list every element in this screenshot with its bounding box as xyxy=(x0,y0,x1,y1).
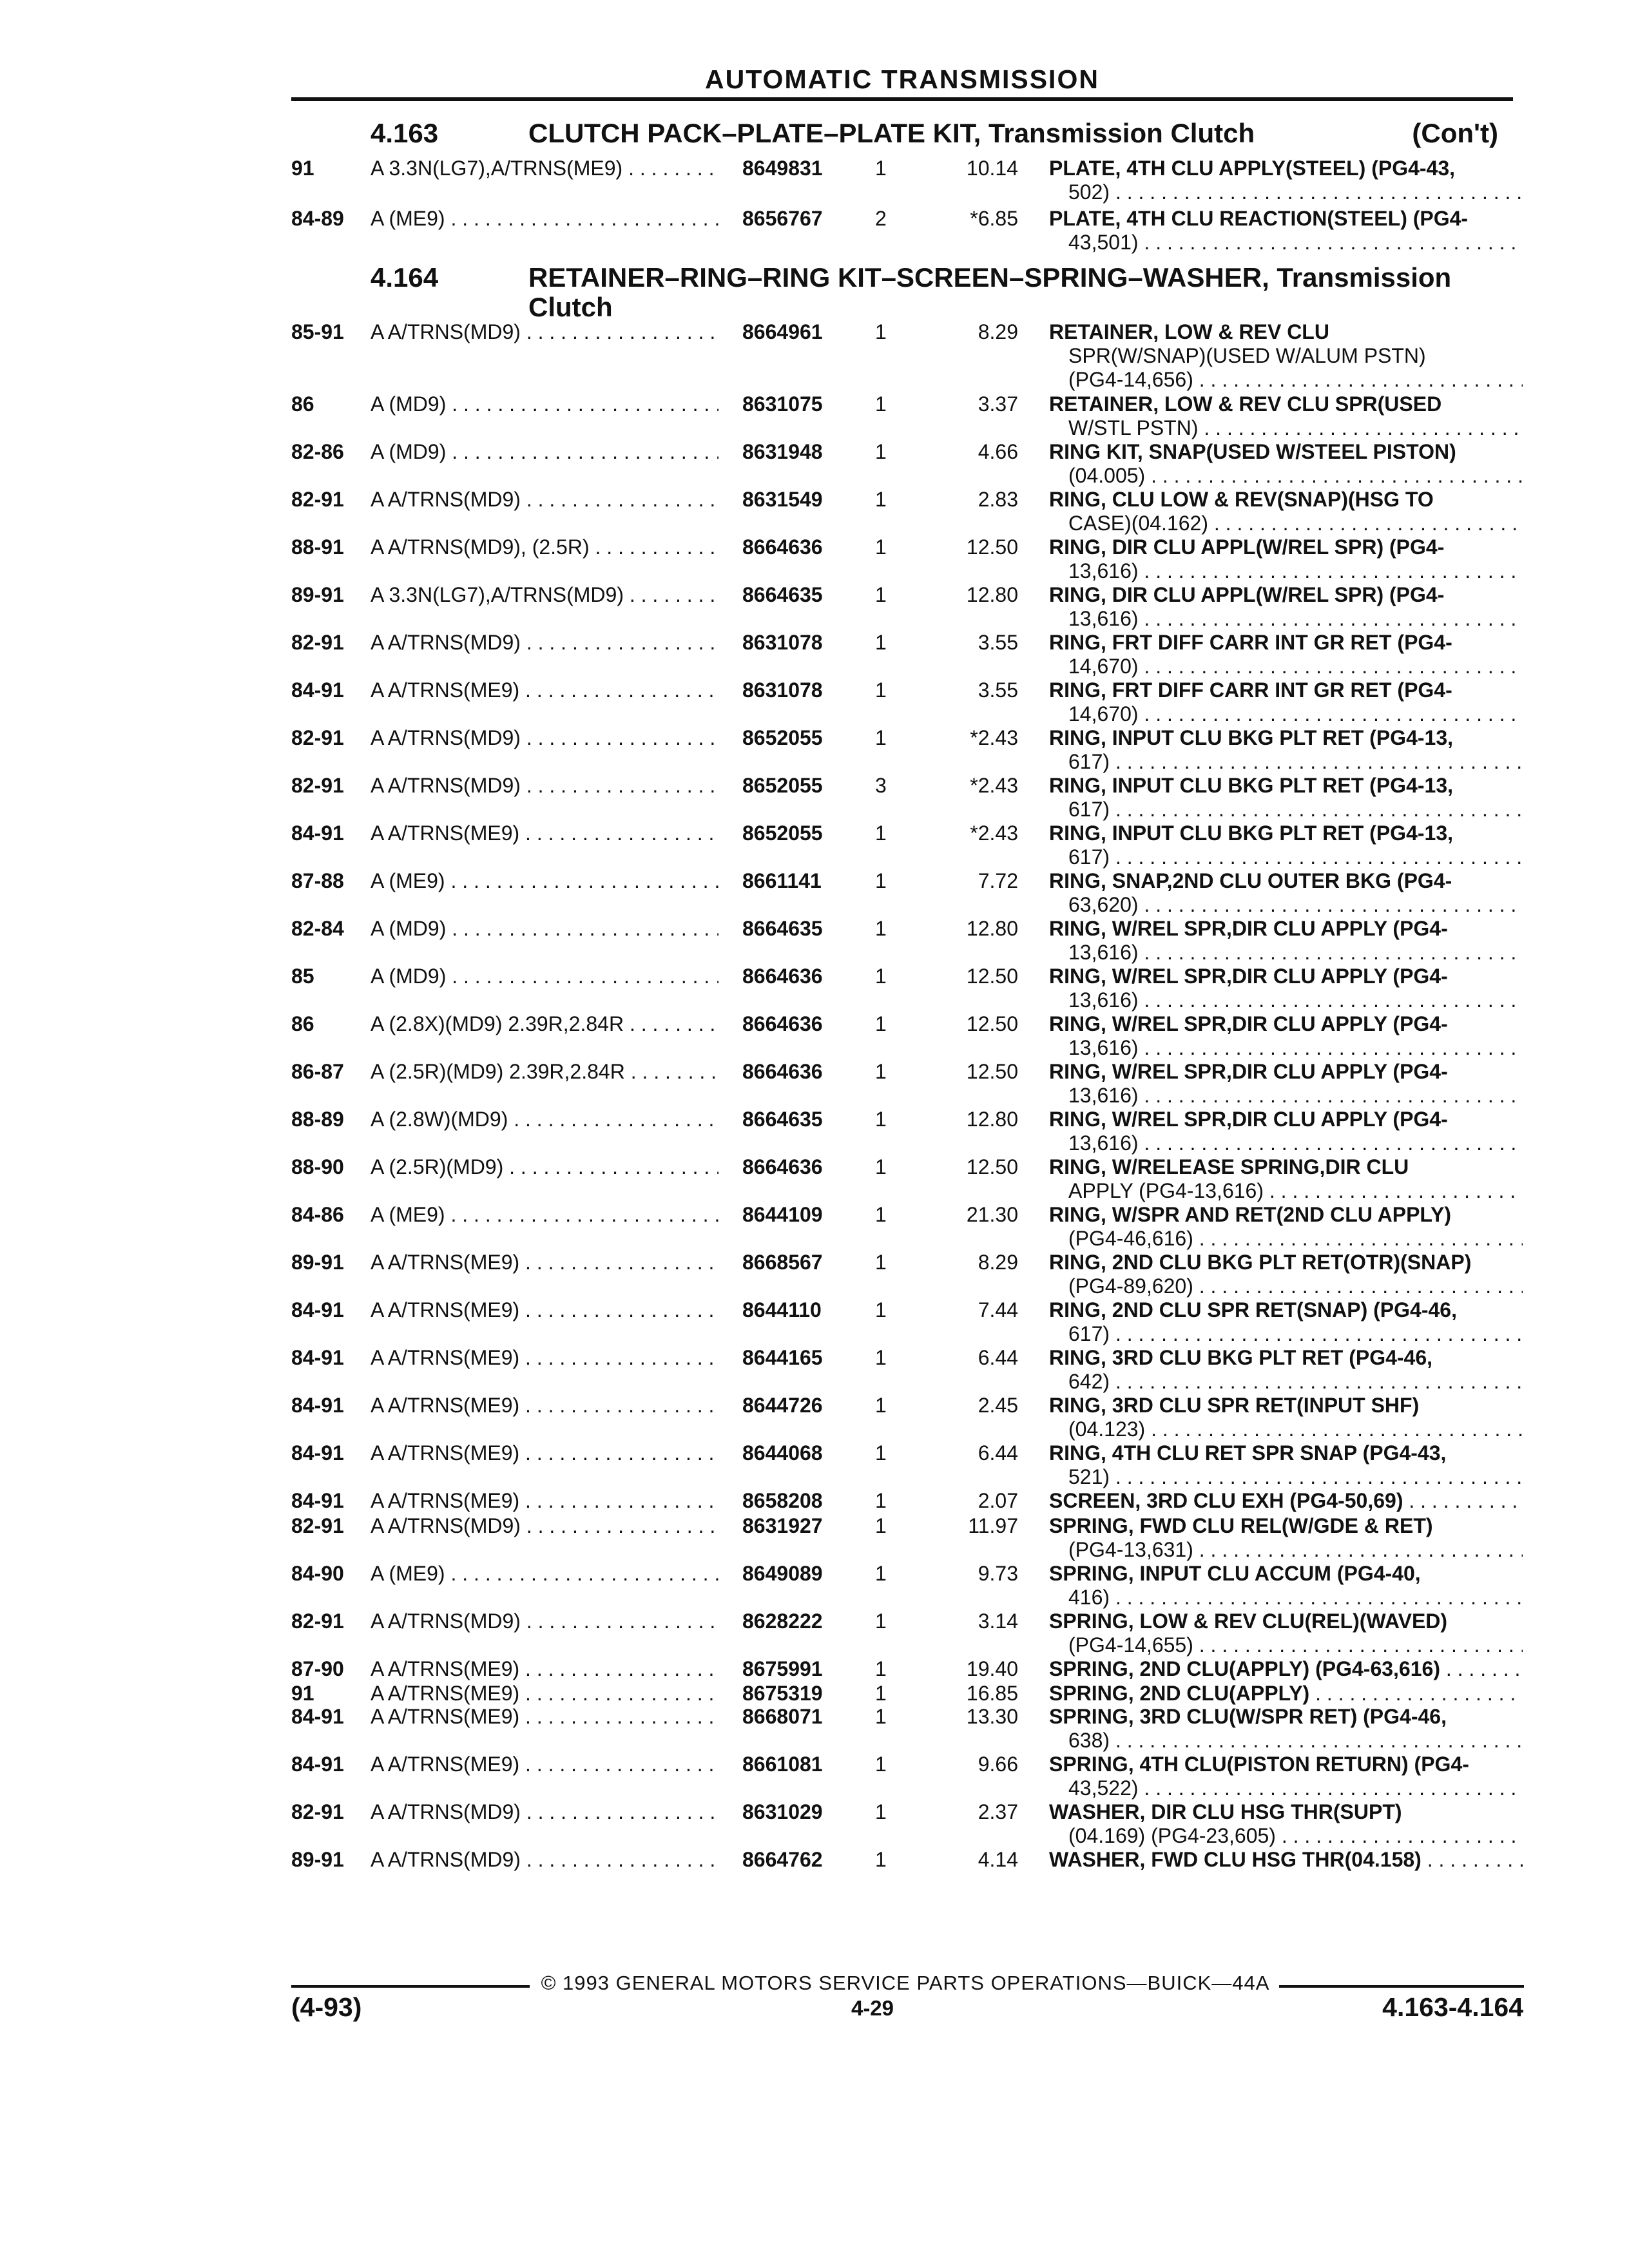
application: A A/TRNS(ME9) . . . xyxy=(371,1298,718,1322)
application: A A/TRNS(MD9) . . . xyxy=(371,1800,718,1824)
footer-section-range: 4.163-4.164 xyxy=(1382,1992,1523,2022)
model-year: 84-91 xyxy=(291,1705,344,1728)
quantity: 1 xyxy=(875,1203,887,1226)
description-continuation: APPLY (PG4-13,616) . . . xyxy=(1049,1179,1523,1203)
footer-page-number: 4-29 xyxy=(851,1996,894,2020)
part-number: 8664636 xyxy=(742,1060,823,1083)
description-line: RING, INPUT CLU BKG PLT RET (PG4-13, xyxy=(1049,822,1453,845)
quantity: 1 xyxy=(875,440,887,463)
price: 12.80 xyxy=(966,917,1018,940)
model-year: 87-90 xyxy=(291,1657,344,1680)
description-continuation: (PG4-14,656) . . . xyxy=(1049,368,1523,392)
description-continuation: 43,501) . . . xyxy=(1049,231,1523,255)
description xyxy=(1049,1394,1523,1441)
description xyxy=(1049,631,1523,678)
description xyxy=(1049,1514,1523,1562)
price: *2.43 xyxy=(970,774,1018,797)
description-line: RING, 2ND CLU SPR RET(SNAP) (PG4-46, xyxy=(1049,1298,1457,1321)
price: 21.30 xyxy=(966,1203,1018,1226)
part-number: 8644110 xyxy=(742,1298,822,1321)
section-number: 4.163 xyxy=(371,118,439,148)
model-year: 82-91 xyxy=(291,1514,344,1537)
application: A (ME9) . . . xyxy=(371,1203,718,1227)
quantity: 1 xyxy=(875,965,887,988)
description-continuation: 617) . . . xyxy=(1049,845,1523,869)
part-number: 8631075 xyxy=(742,392,823,416)
part-number: 8664636 xyxy=(742,965,823,988)
description-continuation: 13,616) . . . xyxy=(1049,1036,1523,1060)
price: 8.29 xyxy=(978,1251,1018,1274)
description-continuation: 14,670) . . . xyxy=(1049,702,1523,726)
model-year: 87-88 xyxy=(291,869,344,892)
price: 2.83 xyxy=(978,488,1018,511)
description-line: WASHER, FWD CLU HSG THR(04.158) . . . xyxy=(1049,1848,1523,1872)
part-number: 8661081 xyxy=(742,1753,823,1776)
price: 4.66 xyxy=(978,440,1018,463)
price: 2.37 xyxy=(978,1800,1018,1823)
header-rule xyxy=(291,97,1513,101)
part-number: 8652055 xyxy=(742,822,823,845)
quantity: 1 xyxy=(875,822,887,845)
description-line: RING, FRT DIFF CARR INT GR RET (PG4- xyxy=(1049,678,1452,702)
model-year: 82-91 xyxy=(291,1800,344,1823)
model-year: 82-84 xyxy=(291,917,344,940)
description-line: RING, W/REL SPR,DIR CLU APPLY (PG4- xyxy=(1049,1060,1448,1083)
quantity: 1 xyxy=(875,320,887,343)
application: A (ME9) . . . xyxy=(371,1562,718,1586)
description-line: RING, W/SPR AND RET(2ND CLU APPLY) xyxy=(1049,1203,1452,1226)
application: A A/TRNS(ME9) . . . xyxy=(371,1489,718,1513)
description-continuation: 13,616) . . . xyxy=(1049,559,1523,583)
quantity: 1 xyxy=(875,157,887,180)
description xyxy=(1049,1203,1523,1251)
description xyxy=(1049,1441,1523,1489)
description-line: PLATE, 4TH CLU REACTION(STEEL) (PG4- xyxy=(1049,207,1469,230)
description xyxy=(1049,822,1523,869)
model-year: 82-91 xyxy=(291,726,344,749)
application: A 3.3N(LG7),A/TRNS(ME9) . . . xyxy=(371,157,718,180)
price: 2.07 xyxy=(978,1489,1018,1512)
description-line: RING, SNAP,2ND CLU OUTER BKG (PG4- xyxy=(1049,869,1452,892)
application: A (ME9) . . . xyxy=(371,869,718,893)
part-number: 8668071 xyxy=(742,1705,823,1728)
price: 3.55 xyxy=(978,631,1018,654)
quantity: 1 xyxy=(875,1800,887,1823)
quantity: 1 xyxy=(875,1514,887,1537)
description xyxy=(1049,1562,1523,1610)
part-number: 8649831 xyxy=(742,157,823,180)
quantity: 1 xyxy=(875,1753,887,1776)
model-year: 82-86 xyxy=(291,440,344,463)
description-line: RING, DIR CLU APPL(W/REL SPR) (PG4- xyxy=(1049,535,1445,559)
part-number: 8664636 xyxy=(742,1155,823,1178)
description xyxy=(1049,583,1523,631)
part-number: 8668567 xyxy=(742,1251,823,1274)
description-line: SPRING, FWD CLU REL(W/GDE & RET) xyxy=(1049,1514,1433,1537)
part-number: 8661141 xyxy=(742,869,822,892)
part-number: 8652055 xyxy=(742,774,823,797)
application: A A/TRNS(ME9) . . . xyxy=(371,822,718,845)
description-continuation: 13,616) . . . xyxy=(1049,607,1523,631)
description-continuation: (04.005) . . . xyxy=(1049,464,1523,488)
quantity: 1 xyxy=(875,631,887,654)
model-year: 86 xyxy=(291,1012,314,1035)
description-continuation: 13,616) . . . xyxy=(1049,941,1523,965)
quantity: 1 xyxy=(875,1848,887,1871)
description-line: RETAINER, LOW & REV CLU xyxy=(1049,320,1329,343)
description xyxy=(1049,1012,1523,1060)
description-continuation: 617) . . . xyxy=(1049,750,1523,774)
application: A A/TRNS(ME9) . . . xyxy=(371,678,718,702)
application: A A/TRNS(ME9) . . . xyxy=(371,1346,718,1370)
description-line: SCREEN, 3RD CLU EXH (PG4-50,69) . . . xyxy=(1049,1489,1523,1513)
footer-date: (4-93) xyxy=(291,1992,362,2022)
quantity: 1 xyxy=(875,535,887,559)
model-year: 91 xyxy=(291,1682,314,1705)
part-number: 8664636 xyxy=(742,1012,823,1035)
description-continuation: 617) . . . xyxy=(1049,798,1523,822)
description-continuation: 13,616) . . . xyxy=(1049,1131,1523,1155)
price: 3.55 xyxy=(978,678,1018,702)
price: 11.97 xyxy=(968,1514,1018,1537)
part-number: 8631078 xyxy=(742,631,823,654)
quantity: 1 xyxy=(875,1346,887,1369)
description-line: SPRING, 3RD CLU(W/SPR RET) (PG4-46, xyxy=(1049,1705,1447,1728)
model-year: 84-86 xyxy=(291,1203,344,1226)
model-year: 84-90 xyxy=(291,1562,344,1585)
part-number: 8664635 xyxy=(742,1108,823,1131)
description-continuation: 13,616) . . . xyxy=(1049,988,1523,1012)
quantity: 1 xyxy=(875,1682,887,1705)
footer-rule-right xyxy=(1279,1985,1524,1988)
description-continuation: 13,616) . . . xyxy=(1049,1084,1523,1108)
description-continuation: (PG4-14,655) . . . xyxy=(1049,1633,1523,1657)
description xyxy=(1049,1800,1523,1848)
section-name: RETAINER–RING–RING KIT–SCREEN–SPRING–WASHER, Transmission xyxy=(528,262,1452,293)
description-line: RING, CLU LOW & REV(SNAP)(HSG TO xyxy=(1049,488,1434,511)
model-year: 82-91 xyxy=(291,488,344,511)
model-year: 84-91 xyxy=(291,1346,344,1369)
application: A A/TRNS(ME9) . . . xyxy=(371,1753,718,1776)
description-line: RING, INPUT CLU BKG PLT RET (PG4-13, xyxy=(1049,774,1453,797)
price: 19.40 xyxy=(966,1657,1018,1680)
description xyxy=(1049,392,1523,440)
part-number: 8664636 xyxy=(742,535,823,559)
price: 6.44 xyxy=(978,1441,1018,1465)
description xyxy=(1049,207,1523,255)
quantity: 1 xyxy=(875,1394,887,1417)
model-year: 84-91 xyxy=(291,1489,344,1512)
price: 7.72 xyxy=(978,869,1018,892)
quantity: 1 xyxy=(875,726,887,749)
application: A 3.3N(LG7),A/TRNS(MD9) . . . xyxy=(371,583,718,607)
description-line: WASHER, DIR CLU HSG THR(SUPT) xyxy=(1049,1800,1402,1823)
price: 2.45 xyxy=(978,1394,1018,1417)
footer-copyright: © 1993 GENERAL MOTORS SERVICE PARTS OPERATIONS—BUICK—44A xyxy=(541,1972,1270,1994)
quantity: 2 xyxy=(875,207,887,230)
price: 12.50 xyxy=(966,965,1018,988)
application: A A/TRNS(MD9), (2.5R) . . . xyxy=(371,535,718,559)
quantity: 1 xyxy=(875,1298,887,1321)
description-continuation: 14,670) . . . xyxy=(1049,655,1523,678)
quantity: 1 xyxy=(875,1705,887,1728)
description xyxy=(1049,1682,1523,1706)
price: 3.37 xyxy=(978,392,1018,416)
description-line: RETAINER, LOW & REV CLU SPR(USED xyxy=(1049,392,1442,416)
quantity: 1 xyxy=(875,1562,887,1585)
description xyxy=(1049,1705,1523,1753)
price: 12.50 xyxy=(966,1155,1018,1178)
model-year: 86-87 xyxy=(291,1060,344,1083)
description-line: RING, W/REL SPR,DIR CLU APPLY (PG4- xyxy=(1049,917,1448,940)
part-number: 8675319 xyxy=(742,1682,823,1705)
part-number: 8664762 xyxy=(742,1848,823,1871)
price: *6.85 xyxy=(970,207,1018,230)
part-number: 8664635 xyxy=(742,917,823,940)
model-year: 82-91 xyxy=(291,1610,344,1633)
part-number: 8656767 xyxy=(742,207,823,230)
description-line: RING, W/REL SPR,DIR CLU APPLY (PG4- xyxy=(1049,1012,1448,1035)
part-number: 8631549 xyxy=(742,488,823,511)
page-header: AUTOMATIC TRANSMISSION xyxy=(705,64,1099,94)
model-year: 86 xyxy=(291,392,314,416)
application: A A/TRNS(MD9) . . . xyxy=(371,631,718,655)
part-number: 8649089 xyxy=(742,1562,823,1585)
part-number: 8644165 xyxy=(742,1346,823,1369)
description-continuation: 502) . . . xyxy=(1049,180,1523,204)
application: A A/TRNS(ME9) . . . xyxy=(371,1705,718,1729)
description-continuation: 617) . . . xyxy=(1049,1322,1523,1346)
model-year: 84-91 xyxy=(291,822,344,845)
description-line: SPRING, 2ND CLU(APPLY) . . . xyxy=(1049,1682,1523,1706)
model-year: 91 xyxy=(291,157,314,180)
description-continuation: (04.123) . . . xyxy=(1049,1418,1523,1441)
description-line: RING, FRT DIFF CARR INT GR RET (PG4- xyxy=(1049,631,1452,654)
application: A (2.8W)(MD9) . . . xyxy=(371,1108,718,1131)
description-continuation: (04.169) (PG4-23,605) . . . xyxy=(1049,1824,1523,1848)
description xyxy=(1049,1848,1523,1872)
part-number: 8664961 xyxy=(742,320,823,343)
description-line: RING, 3RD CLU BKG PLT RET (PG4-46, xyxy=(1049,1346,1433,1369)
price: 9.73 xyxy=(978,1562,1018,1585)
description xyxy=(1049,157,1523,204)
description xyxy=(1049,1346,1523,1394)
description-line: SPRING, 4TH CLU(PISTON RETURN) (PG4- xyxy=(1049,1753,1469,1776)
price: 12.50 xyxy=(966,1012,1018,1035)
quantity: 1 xyxy=(875,1657,887,1680)
part-number: 8631927 xyxy=(742,1514,823,1537)
model-year: 84-91 xyxy=(291,678,344,702)
part-number: 8628222 xyxy=(742,1610,823,1633)
description-line: SPR(W/SNAP)(USED W/ALUM PSTN) xyxy=(1068,344,1426,367)
description xyxy=(1049,774,1523,822)
price: 4.14 xyxy=(978,1848,1018,1871)
part-number: 8664635 xyxy=(742,583,823,606)
quantity: 1 xyxy=(875,1012,887,1035)
part-number: 8658208 xyxy=(742,1489,823,1512)
description xyxy=(1049,917,1523,965)
application: A (MD9) . . . xyxy=(371,440,718,464)
price: 9.66 xyxy=(978,1753,1018,1776)
description-line: RING, DIR CLU APPL(W/REL SPR) (PG4- xyxy=(1049,583,1445,606)
section-number: 4.164 xyxy=(371,262,439,293)
model-year: 84-89 xyxy=(291,207,344,230)
application: A A/TRNS(ME9) . . . xyxy=(371,1251,718,1274)
description-continuation: 416) . . . xyxy=(1049,1586,1523,1610)
description xyxy=(1049,1251,1523,1298)
model-year: 89-91 xyxy=(291,1251,344,1274)
description xyxy=(1049,1060,1523,1108)
description-continuation: 521) . . . xyxy=(1049,1465,1523,1489)
price: 12.50 xyxy=(966,535,1018,559)
section-name-continued: Clutch xyxy=(528,292,613,322)
model-year: 89-91 xyxy=(291,1848,344,1871)
section-continued: (Con't) xyxy=(1412,118,1498,148)
description-line: RING, 4TH CLU RET SPR SNAP (PG4-43, xyxy=(1049,1441,1447,1465)
description-line: RING, W/REL SPR,DIR CLU APPLY (PG4- xyxy=(1049,965,1448,988)
model-year: 89-91 xyxy=(291,583,344,606)
application: A (ME9) . . . xyxy=(371,207,718,231)
part-number: 8631078 xyxy=(742,678,823,702)
part-number: 8631029 xyxy=(742,1800,823,1823)
description xyxy=(1049,965,1523,1012)
model-year: 82-91 xyxy=(291,631,344,654)
model-year: 84-91 xyxy=(291,1441,344,1465)
description-continuation: (PG4-13,631) . . . xyxy=(1049,1538,1523,1562)
description-line: SPRING, LOW & REV CLU(REL)(WAVED) xyxy=(1049,1610,1448,1633)
description-line: SPRING, INPUT CLU ACCUM (PG4-40, xyxy=(1049,1562,1421,1585)
quantity: 1 xyxy=(875,1610,887,1633)
quantity: 3 xyxy=(875,774,887,797)
application: A A/TRNS(MD9) . . . xyxy=(371,774,718,798)
application: A (2.8X)(MD9) 2.39R,2.84R . . . xyxy=(371,1012,718,1036)
description-line: RING, W/REL SPR,DIR CLU APPLY (PG4- xyxy=(1049,1108,1448,1131)
price: 12.80 xyxy=(966,583,1018,606)
description xyxy=(1049,440,1523,488)
price: 16.85 xyxy=(966,1682,1018,1705)
description xyxy=(1049,726,1523,774)
description-line: PLATE, 4TH CLU APPLY(STEEL) (PG4-43, xyxy=(1049,157,1456,180)
part-number: 8652055 xyxy=(742,726,823,749)
description xyxy=(1049,678,1523,726)
model-year: 82-91 xyxy=(291,774,344,797)
model-year: 88-89 xyxy=(291,1108,344,1131)
description xyxy=(1049,320,1523,392)
price: 7.44 xyxy=(978,1298,1018,1321)
application: A A/TRNS(MD9) . . . xyxy=(371,320,718,344)
description xyxy=(1049,1155,1523,1203)
quantity: 1 xyxy=(875,392,887,416)
model-year: 84-91 xyxy=(291,1298,344,1321)
application: A (MD9) . . . xyxy=(371,965,718,988)
description-line: RING, INPUT CLU BKG PLT RET (PG4-13, xyxy=(1049,726,1453,749)
description-line: SPRING, 2ND CLU(APPLY) (PG4-63,616) . . . xyxy=(1049,1657,1523,1681)
section-name: CLUTCH PACK–PLATE–PLATE KIT, Transmission Clutch xyxy=(528,118,1255,148)
price: *2.43 xyxy=(970,726,1018,749)
quantity: 1 xyxy=(875,678,887,702)
price: 10.14 xyxy=(966,157,1018,180)
quantity: 1 xyxy=(875,1489,887,1512)
application: A (MD9) . . . xyxy=(371,917,718,941)
price: 13.30 xyxy=(966,1705,1018,1728)
quantity: 1 xyxy=(875,488,887,511)
quantity: 1 xyxy=(875,1251,887,1274)
quantity: 1 xyxy=(875,1441,887,1465)
application: A A/TRNS(MD9) . . . xyxy=(371,1848,718,1872)
part-number: 8644068 xyxy=(742,1441,823,1465)
part-number: 8675991 xyxy=(742,1657,823,1680)
model-year: 88-90 xyxy=(291,1155,344,1178)
footer-rule-left xyxy=(291,1985,530,1988)
price: 8.29 xyxy=(978,320,1018,343)
description xyxy=(1049,1610,1523,1657)
description xyxy=(1049,535,1523,583)
description-continuation: 63,620) . . . xyxy=(1049,893,1523,917)
description-line: RING, 3RD CLU SPR RET(INPUT SHF) xyxy=(1049,1394,1420,1417)
description xyxy=(1049,488,1523,535)
description-continuation: W/STL PSTN) . . . xyxy=(1049,416,1523,440)
description-continuation: (PG4-89,620) . . . xyxy=(1049,1274,1523,1298)
model-year: 88-91 xyxy=(291,535,344,559)
quantity: 1 xyxy=(875,583,887,606)
description-continuation: 642) . . . xyxy=(1049,1370,1523,1394)
price: 12.80 xyxy=(966,1108,1018,1131)
description xyxy=(1049,1753,1523,1800)
quantity: 1 xyxy=(875,917,887,940)
description xyxy=(1049,1298,1523,1346)
quantity: 1 xyxy=(875,1108,887,1131)
part-number: 8631948 xyxy=(742,440,823,463)
application: A (2.5R)(MD9) . . . xyxy=(371,1155,718,1179)
application: A A/TRNS(MD9) . . . xyxy=(371,1514,718,1538)
model-year: 85-91 xyxy=(291,320,344,343)
model-year: 84-91 xyxy=(291,1394,344,1417)
description xyxy=(1049,1657,1523,1681)
description-line: RING, W/RELEASE SPRING,DIR CLU xyxy=(1049,1155,1409,1178)
quantity: 1 xyxy=(875,1060,887,1083)
description-continuation: 43,522) . . . xyxy=(1049,1776,1523,1800)
description xyxy=(1049,1489,1523,1513)
model-year: 84-91 xyxy=(291,1753,344,1776)
part-number: 8644109 xyxy=(742,1203,823,1226)
description xyxy=(1049,869,1523,917)
price: *2.43 xyxy=(970,822,1018,845)
description-line: RING KIT, SNAP(USED W/STEEL PISTON) xyxy=(1049,440,1456,463)
quantity: 1 xyxy=(875,1155,887,1178)
application: A (2.5R)(MD9) 2.39R,2.84R . . . xyxy=(371,1060,718,1084)
part-number: 8644726 xyxy=(742,1394,823,1417)
price: 6.44 xyxy=(978,1346,1018,1369)
price: 12.50 xyxy=(966,1060,1018,1083)
description-continuation: 638) . . . xyxy=(1049,1729,1523,1753)
application: A A/TRNS(MD9) . . . xyxy=(371,1610,718,1633)
application: A A/TRNS(ME9) . . . xyxy=(371,1682,718,1706)
application: A A/TRNS(ME9) . . . xyxy=(371,1394,718,1418)
application: A A/TRNS(MD9) . . . xyxy=(371,488,718,512)
application: A A/TRNS(MD9) . . . xyxy=(371,726,718,750)
application: A (MD9) . . . xyxy=(371,392,718,416)
description-continuation: (PG4-46,616) . . . xyxy=(1049,1227,1523,1251)
price: 3.14 xyxy=(978,1610,1018,1633)
application: A A/TRNS(ME9) . . . xyxy=(371,1657,718,1681)
application: A A/TRNS(ME9) . . . xyxy=(371,1441,718,1465)
description xyxy=(1049,1108,1523,1155)
description-continuation: CASE)(04.162) . . . xyxy=(1049,512,1523,535)
description-line: RING, 2ND CLU BKG PLT RET(OTR)(SNAP) xyxy=(1049,1251,1472,1274)
model-year: 85 xyxy=(291,965,314,988)
quantity: 1 xyxy=(875,869,887,892)
